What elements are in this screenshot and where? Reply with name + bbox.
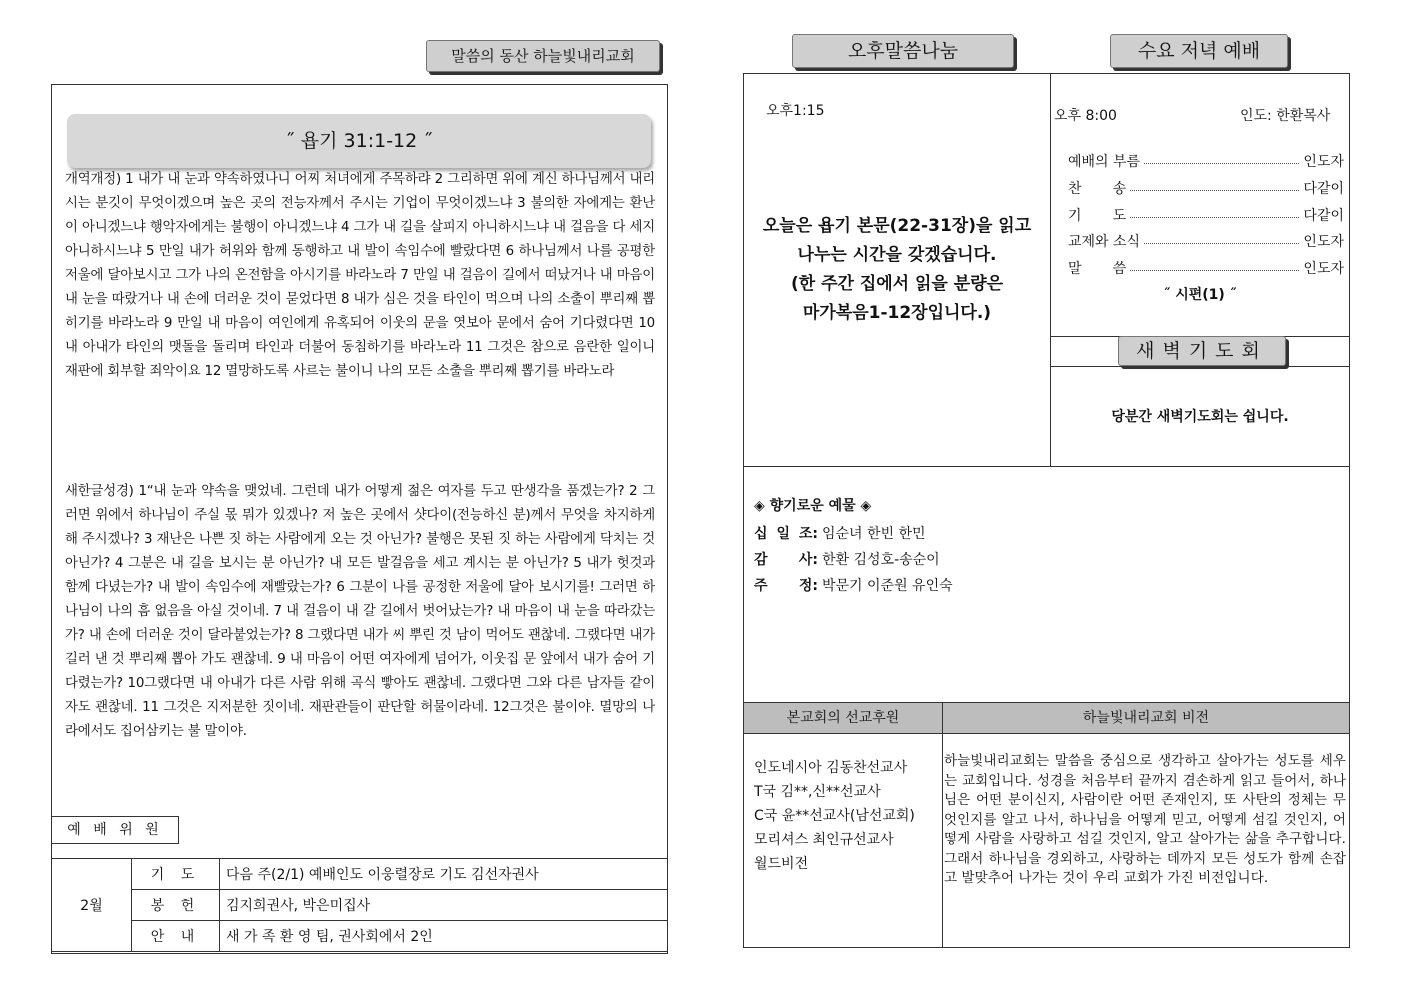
offering-row: 감 사: 한환 김성호-송순이 bbox=[754, 552, 940, 568]
duty-role: 봉 헌 bbox=[132, 890, 220, 921]
duty-value: 다음 주(2/1) 예배인도 이웅렬장로 기도 김선자권사 bbox=[220, 859, 668, 890]
duty-table bbox=[51, 858, 668, 952]
order-item: 찬 송 다같이 bbox=[1068, 181, 1344, 197]
order-item: 기 도 다같이 bbox=[1068, 208, 1344, 224]
order-item: 교제와 소식 인도자 bbox=[1068, 234, 1344, 250]
offering-title: ◈ 향기로운 예물 ◈ bbox=[754, 498, 872, 514]
vision-header: 하늘빛내리교회 비전 bbox=[943, 703, 1349, 733]
table-row bbox=[52, 890, 668, 921]
table-row bbox=[52, 859, 668, 890]
duty-role: 기 도 bbox=[132, 859, 220, 890]
column-divider bbox=[942, 702, 943, 948]
list-item: 인도네시아 김동찬선교사 bbox=[754, 760, 908, 776]
row-divider bbox=[743, 733, 1350, 734]
order-item: 예배의 부름 인도자 bbox=[1068, 154, 1344, 170]
scripture-reference: ˝ 욥기 31:1-12 ˝ bbox=[67, 114, 651, 168]
table-row bbox=[52, 921, 668, 952]
duty-role: 안 내 bbox=[132, 921, 220, 952]
offering-row: 주 정: 박문기 이준원 유인숙 bbox=[754, 578, 953, 594]
worship-committee-title: 예 배 위 원 bbox=[51, 816, 179, 844]
afternoon-time: 오후1:15 bbox=[766, 103, 825, 119]
sermon-title: ˝ 시편(1) ˝ bbox=[1163, 287, 1237, 303]
wednesday-leader: 인도: 한환목사 bbox=[1240, 108, 1331, 124]
church-header: 말씀의 동산 하늘빛내리교회 bbox=[426, 40, 660, 72]
row-divider bbox=[743, 466, 1350, 467]
afternoon-title: 오후말씀나눔 bbox=[792, 34, 1014, 68]
list-item: 월드비전 bbox=[754, 856, 809, 872]
duty-value: 김지희권사, 박은미집사 bbox=[220, 890, 668, 921]
passage-gaeyeok: 개역개정) 1 내가 내 눈과 약속하였나니 어찌 처녀에게 주목하랴 2 그리하면 위에 계신 하나님께서 내리시는 분깃이 무엇이겠으며 높은 곳의 전능자께서 주시는 기업이 무엇이겠느냐 3 불의한 자에게는 환난이 아니겠느냐 행악자에게는 불행이 아니겠느냐 4 그가 내 길을 살피지 아니하시느냐 내 걸음을 다 세지 아니하시느냐 5 만일 내가 허위와 함께 동행하고 내 발이 속임수에 빨랐다면 6 하나님께서 나를 공평한 저울에 달아보시고 그가 나의 온전함을 아시기를 바라노라 7 만일 내 걸음이 길에서 떠났거나 내 마음이 내 눈을 따랐거나 내 손에 더러운 것이 묻었다면 8 내가 심은 것을 타인이 먹으며 나의 소출이 뿌리째 뽑히기를 바라노라 9 만일 내 마음이 여인에게 유혹되어 이웃의 문을 엿보아 문에서 숨어 기다렸다면 10 내 아내가 타인의 맷돌을 돌리며 타인과 더불어 동침하기를 바라노라 11 그것은 참으로 음란한 일이니 재판에 회부할 죄악이요 12 멸망하도록 사르는 불이니 나의 모든 소출을 뿌리째 뽑기를 바라노라 bbox=[65, 172, 655, 379]
order-item: 말 씀 인도자 bbox=[1068, 261, 1344, 277]
list-item: 모리셔스 최인규선교사 bbox=[754, 832, 894, 848]
wednesday-title: 수요 저녁 예배 bbox=[1110, 34, 1288, 68]
vision-text: 하늘빛내리교회는 말씀을 중심으로 생각하고 살아가는 성도를 세우는 교회입니다. 성경을 처음부터 끝까지 겸손하게 읽고 들어서, 하나님은 어떤 분이신지, 사람이란 어떤 존재인지, 또 사탄의 정체는 무엇인지를 알고 나서, 하나님을 어떻게 믿고, 어떻게 섬길 것인지, 어떻게 사람을 사랑하고 섬길 것인지, 알고 살아가는 삶을 추구합니다. 그래서 하나님을 경외하고, 사랑하는 데까지 모든 성도가 함께 손잡고 발맞추어 나가는 것이 우리 교회가 가진 비전입니다. bbox=[944, 753, 1346, 886]
duty-value: 새 가 족 환 영 팀, 권사회에서 2인 bbox=[220, 921, 668, 952]
duty-month: 2월 bbox=[52, 859, 132, 952]
row-divider bbox=[1050, 366, 1350, 367]
mission-header: 본교회의 선교후원 bbox=[744, 703, 942, 733]
dawn-notice: 당분간 새벽기도회는 쉽니다. bbox=[1111, 409, 1289, 425]
dawn-prayer-title: 새벽기도회 bbox=[1118, 336, 1286, 366]
list-item: C국 윤**선교사(남선교회) bbox=[754, 808, 915, 824]
offering-row: 십 일 조: 임순녀 한빈 한민 bbox=[754, 526, 926, 542]
wednesday-time: 오후 8:00 bbox=[1054, 108, 1117, 124]
afternoon-notice: 오늘은 욥기 본문(22-31장)을 읽고 나누는 시간을 갖겠습니다. (한 주간 집에서 읽을 분량은 마가복음1-12장입니다.) bbox=[762, 216, 1032, 323]
list-item: T국 김**,신**선교사 bbox=[754, 784, 881, 800]
mission-list bbox=[754, 756, 915, 876]
passage-saehangeul: 새한글성경) 1“내 눈과 약속을 맺었네. 그런데 내가 어떻게 젊은 여자를 두고 딴생각을 품겠는가? 2 그러면 위에서 하나님이 주실 몫 뭐가 있겠나? 저 높은 곳에서 샷다이(전능하신 분)께서 무엇을 차지하게 해 주시겠나? 3 재난은 나쁜 짓 하는 사람에게 오는 것 아닌가? 불행은 못된 짓 하는 사람에게 닥치는 것 아닌가? 4 그분은 내 길을 보시는 분 아닌가? 내 모든 발걸음을 세고 계시는 분 아닌가? 5 내가 헛것과 함께 다녔는가? 내 발이 속임수에 재빨랐는가? 6 그분이 나를 공정한 저울에 달아 보시기를! 그러면 하나님이 나의 흠 없음을 아실 것이네. 7 내 걸음이 내 갈 길에서 벗어났는가? 내 마음이 내 눈을 따라갔는가? 내 손에 더러운 것이 달라붙었는가? 8 그랬다면 내가 씨 뿌린 것 남이 먹어도 괜찮네. 그랬다면 내가 길러 낸 것 뿌리째 뽑아 가도 괜찮네. 9 내 마음이 어떤 여자에게 넘어가, 이웃집 문 앞에서 내가 숨어 기다렸는가? 10그랬다면 내 아내가 다른 사람 위해 곡식 빻아도 괜찮네. 그랬다면 그와 다른 남자들 같이 자도 괜찮네. 11 그것은 지저분한 짓이네. 재판관들이 판단할 허물이라네. 12그것은 불이야. 멸망의 나라에서도 집어삼키는 불 말이야. bbox=[65, 484, 655, 739]
